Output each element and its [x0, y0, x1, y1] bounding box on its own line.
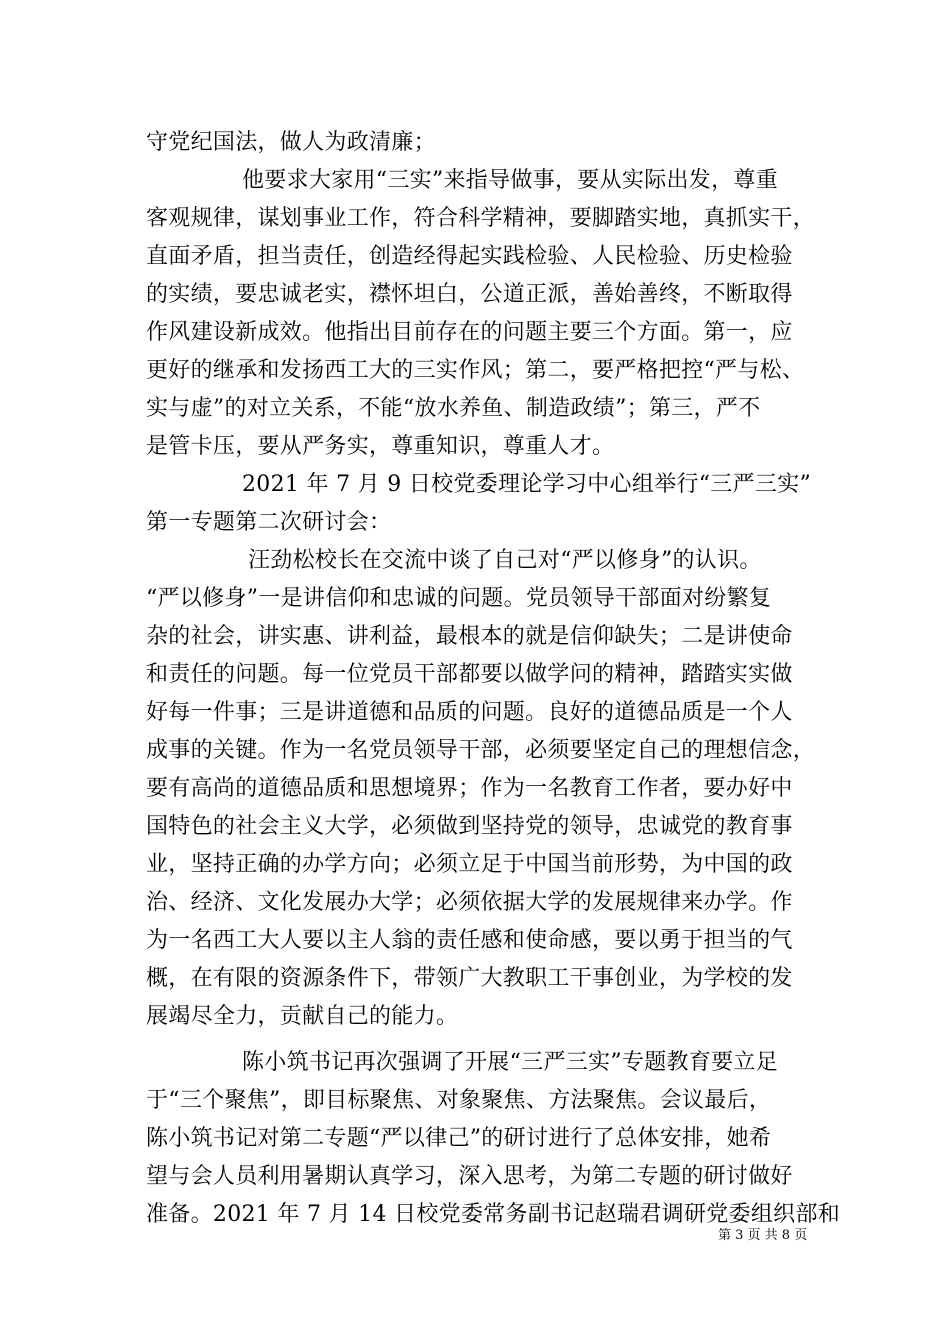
- text-line: 2021 年 7 月 9 日校党委理论学习中心组举行“三严三实”: [242, 472, 812, 497]
- text-line: 好每一件事；三是讲道德和品质的问题。良好的道德品质是一个人: [146, 700, 793, 725]
- text-line: 直面矛盾，担当责任，创造经得起实践检验、人民检验、历史检验: [146, 244, 793, 269]
- text-line: 为一名西工大人要以主人翁的责任感和使命感，要以勇于担当的气: [146, 928, 793, 953]
- text-line: 他要求大家用“三实”来指导做事，要从实际出发，尊重: [242, 168, 778, 193]
- text-line: 业，坚持正确的办学方向；必须立足于中国当前形势，为中国的政: [146, 852, 793, 877]
- text-line: 成事的关键。作为一名党员领导干部，必须要坚定自己的理想信念，: [146, 738, 816, 763]
- text-line: 的实绩，要忠诚老实，襟怀坦白，公道正派，善始善终，不断取得: [146, 282, 793, 307]
- text-line: 陈小筑书记再次强调了开展“三严三实”专题教育要立足: [242, 1050, 778, 1075]
- text-line: 望与会人员利用暑期认真学习，深入思考，为第二专题的研讨做好: [146, 1164, 793, 1189]
- text-line: 于“三个聚焦”，即目标聚焦、对象聚焦、方法聚焦。会议最后，: [146, 1088, 772, 1113]
- document-body: [146, 124, 841, 1234]
- page-number-footer: 第 3 页 共 8 页: [718, 1228, 808, 1243]
- text-line: 展竭尽全力，贡献自己的能力。: [146, 1004, 459, 1029]
- text-line: 国特色的社会主义大学，必须做到坚持党的领导，忠诚党的教育事: [146, 814, 793, 839]
- text-line: 和责任的问题。每一位党员干部都要以做学问的精神，踏踏实实做: [146, 662, 793, 687]
- text-line: 守党纪国法，做人为政清廉；: [146, 130, 436, 155]
- text-line: 更好的继承和发扬西工大的三实作风；第二，要严格把控“严与松、: [146, 358, 805, 383]
- text-line: 杂的社会，讲实惠、讲利益，最根本的就是信仰缺失；二是讲使命: [146, 624, 793, 649]
- paragraph-5: [146, 1044, 841, 1234]
- text-line: 是管卡压，要从严务实，尊重知识，尊重人才。: [146, 434, 615, 459]
- text-line: 治、经济、文化发展办大学；必须依据大学的发展规律来办学。作: [146, 890, 793, 915]
- text-line: 客观规律，谋划事业工作，符合科学精神，要脚踏实地，真抓实干，: [146, 206, 816, 231]
- text-line: 要有高尚的道德品质和思想境界；作为一名教育工作者，要办好中: [146, 776, 793, 801]
- paragraph-3: [146, 466, 812, 542]
- paragraph-2: [146, 162, 816, 466]
- text-line: 作风建设新成效。他指出目前存在的问题主要三个方面。第一，应: [146, 320, 793, 345]
- paragraph-4: [146, 542, 816, 1036]
- text-line: 陈小筑书记对第二专题“严以律己”的研讨进行了总体安排，她希: [146, 1126, 772, 1151]
- text-line: “严以修身”一是讲信仰和忠诚的问题。党员领导干部面对纷繁复: [146, 586, 772, 611]
- text-line: 概，在有限的资源条件下，带领广大教职工干事创业，为学校的发: [146, 966, 793, 991]
- text-line: 汪劲松校长在交流中谈了自己对“严以修身”的认识。: [248, 548, 762, 573]
- paragraph-1: [146, 124, 808, 162]
- text-line: 实与虚”的对立关系，不能“放水养鱼、制造政绩”；第三，严不: [146, 396, 761, 421]
- text-line: 第一专题第二次研讨会：: [146, 510, 392, 535]
- text-line: 准备。2021 年 7 月 14 日校党委常务副书记赵瑞君调研党委组织部和: [146, 1202, 841, 1227]
